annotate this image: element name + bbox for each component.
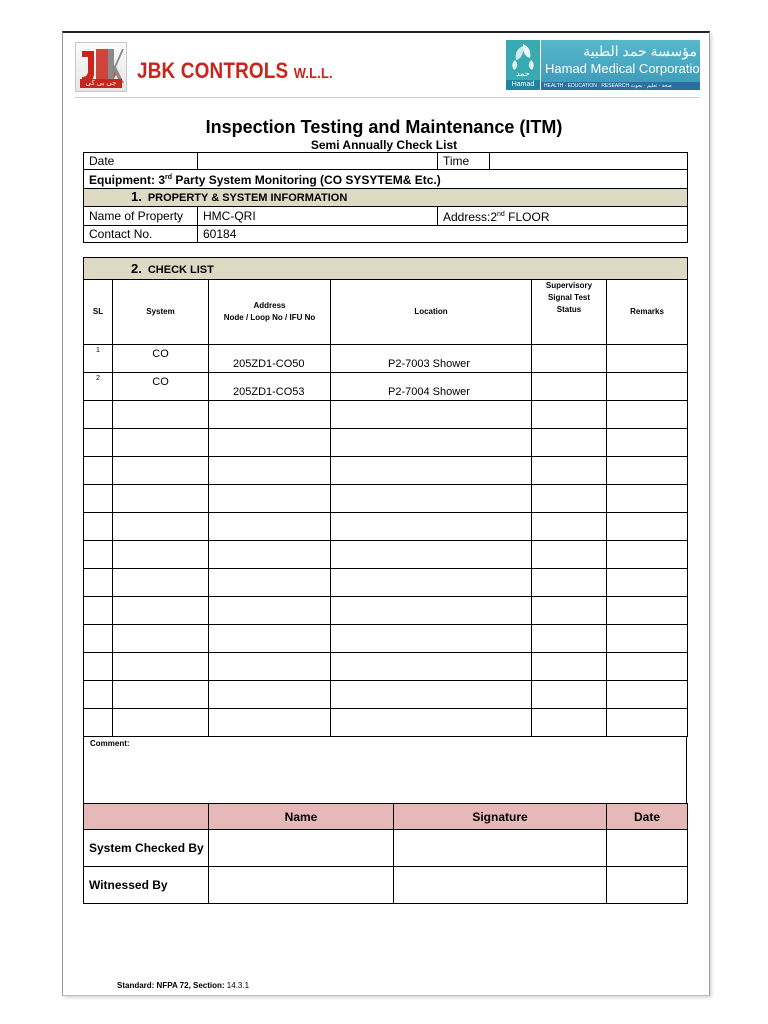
status-cell[interactable] [532,541,607,569]
check-list-header-row [84,280,688,345]
sl-value: 2 [96,375,100,382]
status-cell[interactable] [532,653,607,681]
status-cell[interactable] [532,597,607,625]
remarks-cell[interactable] [607,457,688,485]
contact-label: Contact No. [84,226,198,243]
signoff-date-field[interactable] [607,830,688,867]
location-cell[interactable] [331,513,532,541]
sl-cell[interactable] [84,401,113,429]
check-list-row [84,429,688,457]
status-cell[interactable] [532,513,607,541]
equipment-text-rest: Party System Monitoring (CO SYSYTEM& Etc.) [172,173,441,187]
hmc-arabic-name: مؤسسة حمد الطبية [583,43,697,59]
col-header-address-line2: Node / Loop No / IFU No [223,313,316,322]
jbk-logo [75,42,333,90]
remarks-cell[interactable] [607,401,688,429]
equipment-label [84,170,688,189]
remarks-cell[interactable] [607,513,688,541]
document-subtitle: Semi Annually Check List [310,138,458,152]
footer-standard [117,981,249,990]
status-cell[interactable] [532,345,607,373]
company-name-text: JBK CONTROLS [137,58,289,83]
check-list-row [84,373,688,401]
section-2-label: CHECK LIST [147,264,214,276]
system-cell[interactable] [113,569,209,597]
comment-label: Comment: [90,739,130,748]
system-cell[interactable] [113,681,209,709]
sl-cell[interactable] [84,345,113,373]
document-title: Inspection Testing and Maintenance (ITM) [205,117,563,137]
location-cell[interactable] [331,541,532,569]
address-cell[interactable] [209,401,331,429]
address-value: 205ZD1-CO50 [233,358,305,370]
footer-standard-label: Standard: NFPA 72, Section: [117,981,225,990]
location-cell[interactable] [331,681,532,709]
hmc-logo [506,40,707,90]
sl-cell[interactable] [84,709,113,737]
signoff-header-blank [84,804,209,830]
sl-cell[interactable] [84,541,113,569]
remarks-cell[interactable] [607,541,688,569]
section-1-title [84,189,688,207]
address-cell[interactable] [209,429,331,457]
equipment-text: Equipment: 3 [89,173,166,187]
check-list-row [84,709,688,737]
property-label: Name of Property [84,207,198,226]
sl-cell[interactable] [84,625,113,653]
signoff-name-field[interactable] [209,867,394,904]
status-cell[interactable] [532,429,607,457]
check-list-row [84,401,688,429]
signoff-role-label: System Checked By [84,830,209,867]
status-cell[interactable] [532,401,607,429]
system-cell[interactable] [113,597,209,625]
signoff-signature-field[interactable] [394,867,607,904]
location-value: P2-7003 Shower [388,358,470,370]
remarks-cell[interactable] [607,373,688,401]
signoff-header-name: Name [209,804,394,830]
section-1-header [84,189,688,207]
address-cell[interactable] [209,569,331,597]
footer-section-value: 14.3.1 [224,981,250,990]
hmc-tagline: HEALTH · EDUCATION · RESEARCH صحة · تعليم · بحوث [541,82,700,90]
location-cell[interactable] [331,709,532,737]
remarks-cell[interactable] [607,709,688,737]
location-cell[interactable] [331,429,532,457]
hmc-icon-label-ar: حمد [516,69,530,78]
location-cell[interactable] [331,373,532,401]
address-cell[interactable] [209,597,331,625]
remarks-cell[interactable] [607,429,688,457]
sl-cell[interactable] [84,513,113,541]
check-list-row [84,625,688,653]
hmc-english-name: Hamad Medical Corporation [545,61,707,76]
sl-value: 1 [96,347,100,354]
system-cell[interactable] [113,485,209,513]
address-cell[interactable] [209,625,331,653]
section-1-number: 1. [131,189,142,204]
date-time-row [84,153,688,170]
remarks-cell[interactable] [607,597,688,625]
property-info-table [83,152,688,243]
address-cell[interactable] [209,709,331,737]
status-cell[interactable] [532,681,607,709]
status-cell[interactable] [532,569,607,597]
check-list-row [84,541,688,569]
signoff-header-row [84,804,688,830]
address-cell[interactable] [209,513,331,541]
signoff-row [84,867,688,904]
address-field[interactable] [438,207,688,226]
signoff-body [84,830,688,904]
check-list-row [84,597,688,625]
col-header-sup-line3: Status [556,305,582,314]
col-header-remarks: Remarks [607,280,688,345]
col-header-supervisory [532,280,607,345]
status-cell[interactable] [532,373,607,401]
system-cell[interactable] [113,429,209,457]
sl-cell[interactable] [84,373,113,401]
signoff-table [83,803,688,904]
col-header-address [209,280,331,345]
location-cell[interactable] [331,625,532,653]
remarks-cell[interactable] [607,625,688,653]
status-cell[interactable] [532,457,607,485]
address-cell[interactable] [209,541,331,569]
system-cell[interactable] [113,541,209,569]
address-cell[interactable] [209,653,331,681]
status-cell[interactable] [532,625,607,653]
signoff-signature-field[interactable] [394,830,607,867]
check-list-table [83,257,688,737]
address-cell[interactable] [209,681,331,709]
time-field[interactable] [490,153,688,170]
check-list-row [84,457,688,485]
hmc-icon-label: Hamad [506,80,540,90]
col-header-sup-line1: Supervisory [545,281,593,290]
comment-box [83,736,687,806]
col-header-system: System [113,280,209,345]
system-cell[interactable] [113,625,209,653]
hmc-banner [541,40,707,90]
address-value: 205ZD1-CO53 [233,386,305,398]
comment-field[interactable] [84,737,687,806]
remarks-cell[interactable] [607,485,688,513]
check-list-row [84,569,688,597]
check-list-body [84,345,688,737]
address-cell[interactable] [209,457,331,485]
section-1-label: PROPERTY & SYSTEM INFORMATION [147,192,348,204]
system-cell[interactable] [113,345,209,373]
sl-cell[interactable] [84,597,113,625]
address-text-rest: FLOOR [504,210,550,224]
check-list-row [84,513,688,541]
system-cell[interactable] [113,457,209,485]
header-divider [75,97,700,98]
jbk-emblem-icon [75,42,127,92]
col-header-address-line1: Address [253,301,286,310]
contact-field[interactable]: 60184 [198,226,688,243]
check-list-row [84,485,688,513]
location-value: P2-7004 Shower [388,386,470,398]
sl-cell[interactable] [84,457,113,485]
section-2-title [84,258,688,280]
section-2-number: 2. [131,261,142,276]
remarks-cell[interactable] [607,653,688,681]
property-row [84,207,688,226]
sl-cell[interactable] [84,485,113,513]
sl-cell[interactable] [84,681,113,709]
letterhead [75,38,707,94]
address-text: Address:2 [443,210,498,224]
sl-cell[interactable] [84,429,113,457]
col-header-sup-line2: Signal Test [547,293,591,302]
sl-cell[interactable] [84,653,113,681]
equipment-row [84,170,688,189]
signoff-row [84,830,688,867]
time-label: Time [438,153,490,170]
signoff-name-field[interactable] [209,830,394,867]
signoff-header-date: Date [607,804,688,830]
status-cell[interactable] [532,709,607,737]
location-cell[interactable] [331,485,532,513]
system-cell[interactable] [113,401,209,429]
col-header-location: Location [331,280,532,345]
system-value: CO [152,348,169,360]
date-field[interactable] [198,153,438,170]
contact-row [84,226,688,243]
location-cell[interactable] [331,597,532,625]
sl-cell[interactable] [84,569,113,597]
signoff-date-field[interactable] [607,867,688,904]
property-field[interactable]: HMC-QRI [198,207,438,226]
section-2-header [84,258,688,280]
hmc-leaf-icon [506,40,540,90]
system-cell[interactable] [113,373,209,401]
address-ordinal: nd [497,211,505,218]
check-list-row [84,681,688,709]
company-name [137,58,333,84]
check-list-row [84,653,688,681]
system-value: CO [152,376,169,388]
location-cell[interactable] [331,401,532,429]
jbk-emblem-text: جى بى كى [85,80,117,87]
remarks-cell[interactable] [607,345,688,373]
date-label: Date [84,153,198,170]
remarks-cell[interactable] [607,569,688,597]
equipment-ordinal: rd [165,174,173,181]
location-cell[interactable] [331,457,532,485]
location-cell[interactable] [331,569,532,597]
company-suffix: W.L.L. [293,65,333,82]
check-list-row [84,345,688,373]
address-cell[interactable] [209,373,331,401]
system-cell[interactable] [113,653,209,681]
col-header-sl: SL [84,280,113,345]
signoff-header-signature: Signature [394,804,607,830]
system-cell[interactable] [113,709,209,737]
address-cell[interactable] [209,345,331,373]
remarks-cell[interactable] [607,681,688,709]
signoff-role-label: Witnessed By [84,867,209,904]
address-cell[interactable] [209,485,331,513]
location-cell[interactable] [331,345,532,373]
status-cell[interactable] [532,485,607,513]
system-cell[interactable] [113,513,209,541]
location-cell[interactable] [331,653,532,681]
